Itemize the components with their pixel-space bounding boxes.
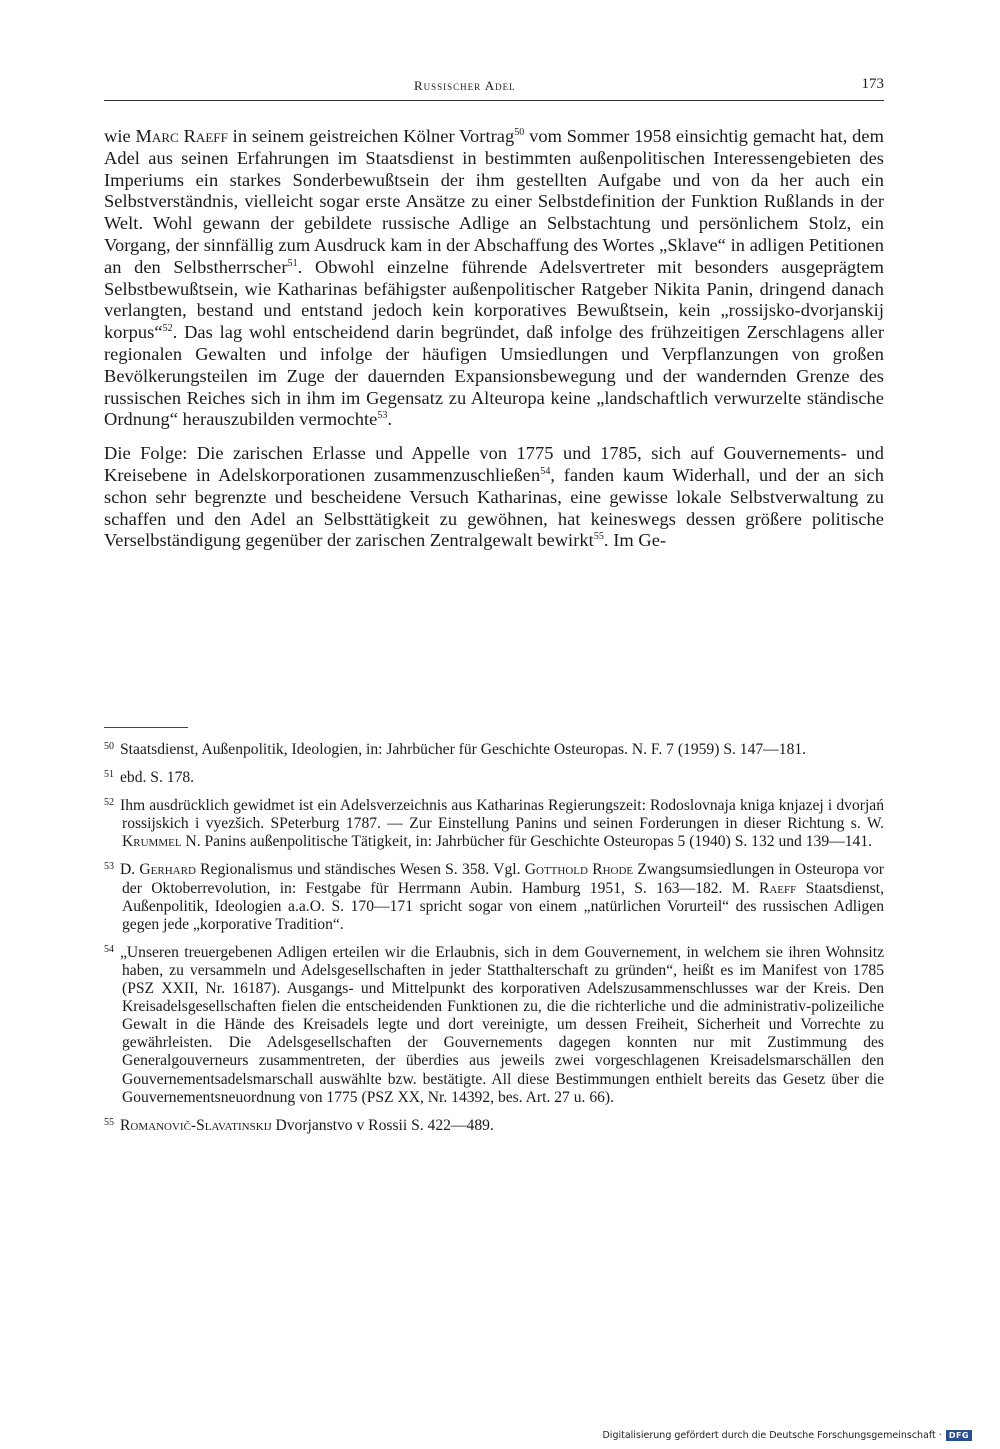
text-run: , fanden kaum Widerhall, und der an sich schon sehr begrenzte und bescheidene Versuch Katharinas, eine gewisse lokale Selbstverwaltung zu schaffen und den Adel an Selbsttätigkeit zu gewöhnen, hat keineswegs dessen größere politische Verselbständigung gegenüber der zarischen Zentralgewalt bewirkt: [104, 464, 885, 551]
text-run: Die Folge: Die zarischen Erlasse und Appelle von 1775 und 1785, sich auf Gouvernements- und Kreisebene in Adelskorporationen zusammenzuschließen: [104, 443, 884, 485]
running-head: Russischer Adel: [414, 78, 516, 93]
footnote-ref-54: 54: [540, 465, 551, 477]
footnotes: [104, 738, 884, 1142]
footnote-text: Staatsdienst, Außenpolitik, Ideologien a.a.O. S. 170—171 spricht sogar von einem „natürlichen Vorurteil“ des russischen Adligen gegen jede „korporative Tradition“.: [122, 879, 885, 933]
footnote-51: [104, 766, 884, 787]
page-number: 173: [861, 76, 884, 92]
footnote-ref-55: 55: [593, 531, 604, 543]
footnote-number: 52: [104, 797, 114, 809]
text-run: in seinem geistreichen Kölner Vortrag: [227, 126, 515, 146]
footnote-text: D.: [120, 861, 140, 879]
author-name: Gerhard: [139, 861, 196, 879]
footnote-text: Dvorjanstvo v Rossii S. 422—489.: [271, 1116, 494, 1134]
text-run: wie: [104, 126, 136, 146]
paragraph-2: [104, 443, 884, 552]
dfg-logo: DFG: [946, 1430, 972, 1441]
footnote-text: „Unseren treuergebenen Adligen erteilen wir die Erlaubnis, sich in dem Gouvernement, in welchem sie ihren Wohnsitz haben, zu versammeln und Adelsgesellschaften in jeder Statthalterschaft zu gründen“, heißt es im Manifest von 1785 (PSZ XXII, Nr. 16187). Ausgangs- und Mittelpunkt des korporativen Adelszusammenschlusses war der Kreis. Den Kreisadelsgesellschaften fielen die entscheidenden Funktionen zu, die die richterliche und die administrativ-polizeiliche Gewalt in die Hände des Kreisadels legte und dort vereinigte, um dessen Freiheit, Sicherheit und Vorrechte zu gewährleisten. Die Adelsgesellschaften der Gouvernements dagegen konnten nur mit Zustimmung des Generalgouverneurs zusammentreten, der überdies aus jeweils zwei vorgeschlagenen Kreisadelsmarschällen den Gouvernementsadelsmarschall auswählte bzw. bestätigte. All diese Bestimmungen enthielt bereits das Gesetz über die Gouvernementsneuordnung von 1775 (PSZ XX, Nr. 14392, bes. Art. 27 u. 66).: [120, 943, 884, 1106]
footnote-55: [104, 1114, 884, 1135]
footnote-ref-50: 50: [514, 127, 525, 138]
footnote-54: [104, 941, 884, 1107]
footnote-text: N. Panins außenpolitische Tätigkeit, in: Jahrbücher für Geschichte Osteuropas 5 (1940) S. 132 und 139—141.: [181, 833, 873, 851]
digitization-credit: [602, 1430, 972, 1441]
footnote-53: [104, 858, 884, 933]
author-name-raeff: Marc Raeff: [135, 126, 228, 146]
footnote-number: 51: [104, 769, 114, 781]
author-name: Krummel: [122, 833, 182, 851]
text-run: .: [387, 409, 393, 430]
footnote-ref-52: 52: [162, 323, 173, 335]
author-name: Romanovič-Slavatinskij: [120, 1116, 272, 1134]
credit-text: Digitalisierung gefördert durch die Deutsche Forschungsgemeinschaft ·: [602, 1430, 942, 1441]
text-run: . Obwohl einzelne führende Adelsvertreter mit besonders ausgeprägtem Selbstbewußtsein, wie Katharinas befähigster außenpolitischer Ratgeber Nikita Panin, dringend danach verlangten, bestand und entstand jedoch kein korporatives Bewußtsein, kein „rossijsko-dvorjanskij korpus“: [104, 256, 885, 343]
footnote-ref-51: 51: [287, 257, 298, 269]
footnote-50: [104, 738, 884, 759]
footnote-52: [104, 794, 884, 851]
footnote-text: Zwangsumsiedlungen in Osteuropa vor der Oktoberrevolution, in: Festgabe für Herrmann Aubin. Hamburg 1951, S. 163—182. M.: [122, 861, 884, 897]
footnote-number: 54: [104, 943, 114, 955]
footnote-text: Staatsdienst, Außenpolitik, Ideologien, in: Jahrbücher für Geschichte Osteuropas. N. F. 7 (1959) S. 147—181.: [120, 741, 807, 758]
author-name: Raeff: [758, 879, 797, 897]
author-name: Gotthold Rhode: [524, 861, 634, 879]
footnote-text: Ihm ausdrücklich gewidmet ist ein Adelsverzeichnis aus Katharinas Regierungszeit: Rodoslovnaja kniga knjazej i dvorjań rossijskich i vyezšich. SPeterburg 1787. — Zur Einstellung Panins und seinen Forderungen in dieser Richtung s. W.: [120, 797, 884, 833]
footnote-number: 53: [104, 861, 114, 873]
page-header: [104, 76, 884, 101]
footnote-text: Regionalismus und ständisches Wesen S. 358. Vgl.: [195, 861, 525, 879]
footnote-number: 50: [104, 741, 114, 752]
footnote-number: 55: [104, 1116, 114, 1128]
footnote-divider: [104, 727, 188, 728]
footnote-ref-53: 53: [377, 410, 388, 422]
main-text: [104, 126, 884, 564]
text-run: . Im Ge-: [603, 530, 667, 551]
text-run: vom Sommer 1958 einsichtig gemacht hat, dem Adel aus seinen Erfahrungen im Staatsdienst in bestimmten außenpolitischen Interessengebieten des Imperiums ein starkes Sonderbewußtsein der ihm gestellten Aufgabe und von da her auch ein Selbstverständnis, vielleicht sogar erste Ansätze zu einer Selbstdefinition der Funktion Rußlands in der Welt. Wohl gewann der gebildete russische Adlige an Selbstachtung und persönlichem Stolz, ein Vorgang, der sinnfällig zum Ausdruck kam in der Abschaffung des Wortes „Sklave“ in adligen Petitionen an den Selbstherrscher: [104, 126, 884, 277]
paragraph-1: [104, 126, 884, 431]
text-run: . Das lag wohl entscheidend darin begründet, daß infolge des frühzeitigen Zerschlagens aller regionalen Gewalten und infolge der häufigen Umsiedlungen und Verpflanzungen von großen Bevölkerungsteilen im Zuge der dauernden Expansionsbewegung und der wandernden Grenze des russischen Reiches sich in ihm im Gegensatz zu Alteuropa keine „landschaftlich verwurzelte ständische Ordnung“ herauszubilden vermochte: [104, 322, 884, 430]
footnote-text: ebd. S. 178.: [120, 769, 195, 787]
